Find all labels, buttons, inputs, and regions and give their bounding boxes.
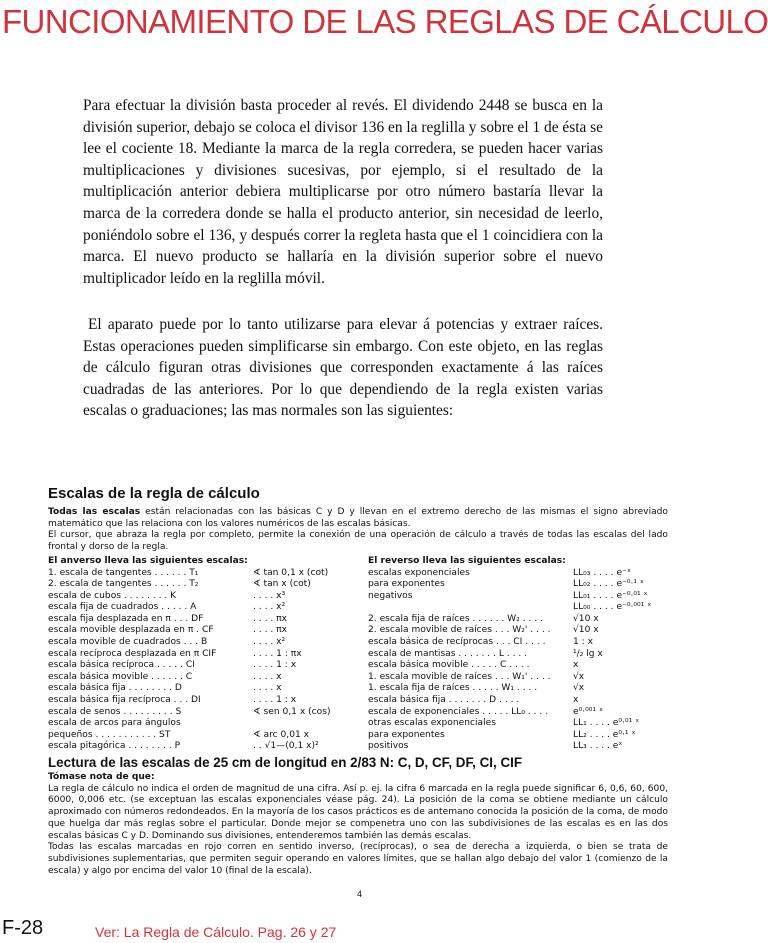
scale-value: LL₀₀ . . . . e⁻⁰·⁰⁰¹ ˣ [573,602,652,613]
scale-value: √10 x [573,625,599,636]
scale-value: ∢ arc 0,01 x [253,729,310,740]
scale-row [368,637,668,649]
scale-row [368,568,668,580]
scale-row [368,602,668,614]
scale-row [48,683,348,695]
scale-value: . . √1—(0,1 x)² [253,741,319,752]
scale-name: escala de exponenciales . . . . . LL₀ . . . . [368,706,549,717]
scale-name: escala recíproca desplazada en π CIF [48,648,217,659]
scale-value: . . . . x² [253,602,286,613]
scale-columns [48,556,668,753]
scan-intro-2: El cursor, que abraza la regla por completo, permite la conexión de una operación de cálculo a través de todas las escalas del lado frontal y dorso de la regla. [48,530,668,553]
scale-value: . . . . x² [253,637,286,648]
scanned-scale-table [48,485,668,877]
scale-name: escala pitagórica . . . . . . . . P [48,741,181,752]
scale-name: escala básica movible . . . . . C . . . . [368,660,530,671]
scale-row [368,695,668,707]
scale-name: escala básica fija . . . . . . . . D [48,683,182,694]
scale-value: e⁰·⁰⁰¹ ˣ [573,706,603,717]
footer-code: F-28 [2,917,44,939]
front-scales-list [48,568,348,754]
scale-row [48,637,348,649]
scale-row [48,579,348,591]
scale-name [368,602,573,614]
scale-name: escala básica fija recíproca . . . DI [48,695,201,706]
scale-row [368,730,668,742]
scale-name: escala básica movible . . . . . . C [48,671,193,682]
scale-value: . . . . πx [253,613,287,624]
scale-row [368,614,668,626]
scale-name: escala fija desplazada en π . . . DF [48,613,204,624]
scale-value: . . . . 1 : x [253,695,297,706]
scale-name: escalas exponenciales [368,567,470,578]
scale-name: escala de senos . . . . . . . . . S [48,706,182,717]
scale-value: LL₀₃ . . . . e⁻ˣ [573,567,631,578]
scale-row [48,591,348,603]
scale-value: ¹/₂ lg x [573,648,603,659]
scale-value: √10 x [573,613,599,624]
scale-value: √x [573,683,585,694]
scale-row [368,683,668,695]
scale-name: escala de arcos para ángulos [48,718,181,729]
scale-value: . . . . x³ [253,590,286,601]
scale-row [368,649,668,661]
scale-value: . . . . x [253,683,282,694]
page-title: FUNCIONAMIENTO DE LAS REGLAS DE CÁLCULO [2,3,768,40]
scale-row [48,614,348,626]
scale-name: negativos [368,590,413,601]
scale-name: 2. escala de tangentes . . . . . . T₂ [48,579,199,590]
scale-row [48,695,348,707]
scale-row [368,660,668,672]
scale-value: √x [573,671,585,682]
scale-row [368,625,668,637]
scale-value [253,718,348,730]
scale-row [48,741,348,753]
scale-value: x [573,695,579,706]
scale-value: ∢ tan 0,1 x (cot) [253,567,329,578]
scale-value: LL₁ . . . . e⁰·⁰¹ ˣ [573,718,640,729]
scale-value: . . . . 1 : x [253,660,297,671]
scale-row [368,591,668,603]
footer-reference-link[interactable]: Ver: La Regla de Cálculo. Pag. 26 y 27 [95,924,337,940]
scale-value: . . . . x [253,671,282,682]
body-paragraph-2: El aparato puede por lo tanto utilizarse para elevar á potencias y extraer raíces. Estas operaciones pueden simplificarse sin embargo. Con este objeto, en las reglas de cálculo figuran otras divisiones que corresponden exactamente á las raíces cuadradas de las anteriores. Por lo que dependiendo de la regla existen varias escalas o graduaciones; las mas normales son las siguientes: [83,316,603,420]
scan-page-number: 4 [357,889,363,899]
back-scales-list [368,568,668,754]
scale-name: positivos [368,741,409,752]
back-scales-header: El reverso lleva las siguientes escalas: [368,555,566,566]
scale-row [368,579,668,591]
scale-value: ∢ tan x (cot) [253,579,311,590]
scale-value: LL₂ . . . . e⁰·¹ ˣ [573,729,636,740]
scan-subheading: Lectura de las escalas de 25 cm de longitud en 2/83 N: C, D, CF, DF, CI, CIF [48,755,523,771]
scale-value: x [573,660,579,671]
scale-row [368,741,668,753]
back-scales-column [368,556,668,753]
scale-name: escala básica de recíprocas . . . CI . . . . [368,637,546,648]
scale-name: 1. escala de tangentes . . . . . . T₁ [48,567,199,578]
scale-name: escala movible de cuadrados . . . B [48,637,208,648]
note-paragraph-1: La regla de cálculo no indica el orden de magnitud de una cifra. Así p. ej. la cifra 6 marcada en la regla puede significar 6, 0,6, 60, 600, 6000, 0,006 etc. (se exceptuan las escalas exponenciales véase pág. 24). La posición de la coma se obtiene mediante un cálculo aproximado con números redondeados. En la mayoría de los casos prácticos es de antemano conocida la posición de la coma, de modo que huelga dar más reglas sobre el particular. Donde mejor se compenetra uno con las subdivisiones de las escalas es en las dos escalas básicas C y D. Dominando sus divisiones, entenderemos también las demás escalas. [48,783,668,841]
scale-value: LL₀₁ . . . . e⁻⁰·⁰¹ ˣ [573,590,648,601]
scale-value: . . . . πx [253,625,287,636]
scale-value: . . . . 1 : πx [253,648,302,659]
scale-row [48,568,348,580]
scale-name: escala movible desplazada en π . CF [48,625,214,636]
scale-row [48,707,348,719]
scale-row [48,730,348,742]
scale-value: ∢ sen 0,1 x (cos) [253,706,331,717]
scale-row [368,707,668,719]
scale-name: otras escalas exponenciales [368,718,496,729]
note-label: Tómase nota de que: [48,772,155,783]
scale-row [48,672,348,684]
front-scales-header: El anverso lleva las siguientes escalas: [48,555,248,566]
scan-intro-1 [48,507,668,530]
scale-name: escala fija de cuadrados . . . . . A [48,602,197,613]
scale-name: escala básica recíproca . . . . . CI [48,660,195,671]
scale-row [368,718,668,730]
scale-value: LL₃ . . . . eˣ [573,741,623,752]
scale-name: para exponentes [368,579,445,590]
scale-value: LL₀₂ . . . . e⁻⁰·¹ ˣ [573,579,644,590]
scale-name: 1. escala movible de raíces . . . W₁' . . . . [368,671,551,682]
scan-intro-1-bold: Todas las escalas [48,507,141,517]
scale-name: escala de mantisas . . . . . . . L . . . . [368,648,528,659]
scale-row [48,660,348,672]
scan-heading: Escalas de la regla de cálculo [48,485,260,502]
scale-name: 1. escala fija de raíces . . . . . W₁ . . . . [368,683,538,694]
front-scales-column [48,556,348,753]
note-paragraph-2: Todas las escalas marcadas en rojo corren en sentido inverso, (recíprocas), o sea de derecha a izquierda, o bien se trata de subdivisiones suplementarias, que permiten seguir operando en valores límites, que se hallan algo debajo del valor 1 (comienzo de la escala) y algo por encima del valor 10 (final de la escala). [48,842,668,876]
scale-name: pequeños . . . . . . . . . . . ST [48,729,171,740]
scale-name: 2. escala movible de raíces . . . W₂' . . . . [368,625,551,636]
scale-value: 1 : x [573,637,594,648]
scale-row [48,602,348,614]
scale-name: escala de cubos . . . . . . . . K [48,590,177,601]
scale-row [368,672,668,684]
scale-name: 2. escala fija de raíces . . . . . . W₂ . . . . [368,613,543,624]
scale-row [48,718,348,730]
scale-row [48,649,348,661]
scan-intro-1-rest: están relacionadas con las básicas C y D y llevan en el extremo derecho de las mismas el signo abreviado matemático que las relaciona con los valores numéricos de las escalas básicas. [48,507,668,529]
scale-name: para exponentes [368,729,445,740]
scale-name: escala básica fija . . . . . . . D . . . . [368,695,520,706]
body-paragraph-1: Para efectuar la división basta proceder al revés. El dividendo 2448 se busca en la división superior, debajo se coloca el divisor 136 en la reglilla y sobre el 1 de ésta se lee el cociente 18. Mediante la marca de la regla corredera, se pueden hacer varias multiplicaciones y divisiones sucesivas, por ejemplo, si el resultado de la multiplicación anterior debiera multiplicarse por otro número bastaría llevar la marca de la corredera donde se halla el producto anterior, sin necesidad de leerlo, poniéndolo sobre el 136, y después correr la regleta hasta que el 1 coincidiera con la marca. El nuevo producto se hallaría en la división superior sobre el nuevo multiplicador leído en la reglilla móvil. [83,97,603,287]
scale-row [48,625,348,637]
